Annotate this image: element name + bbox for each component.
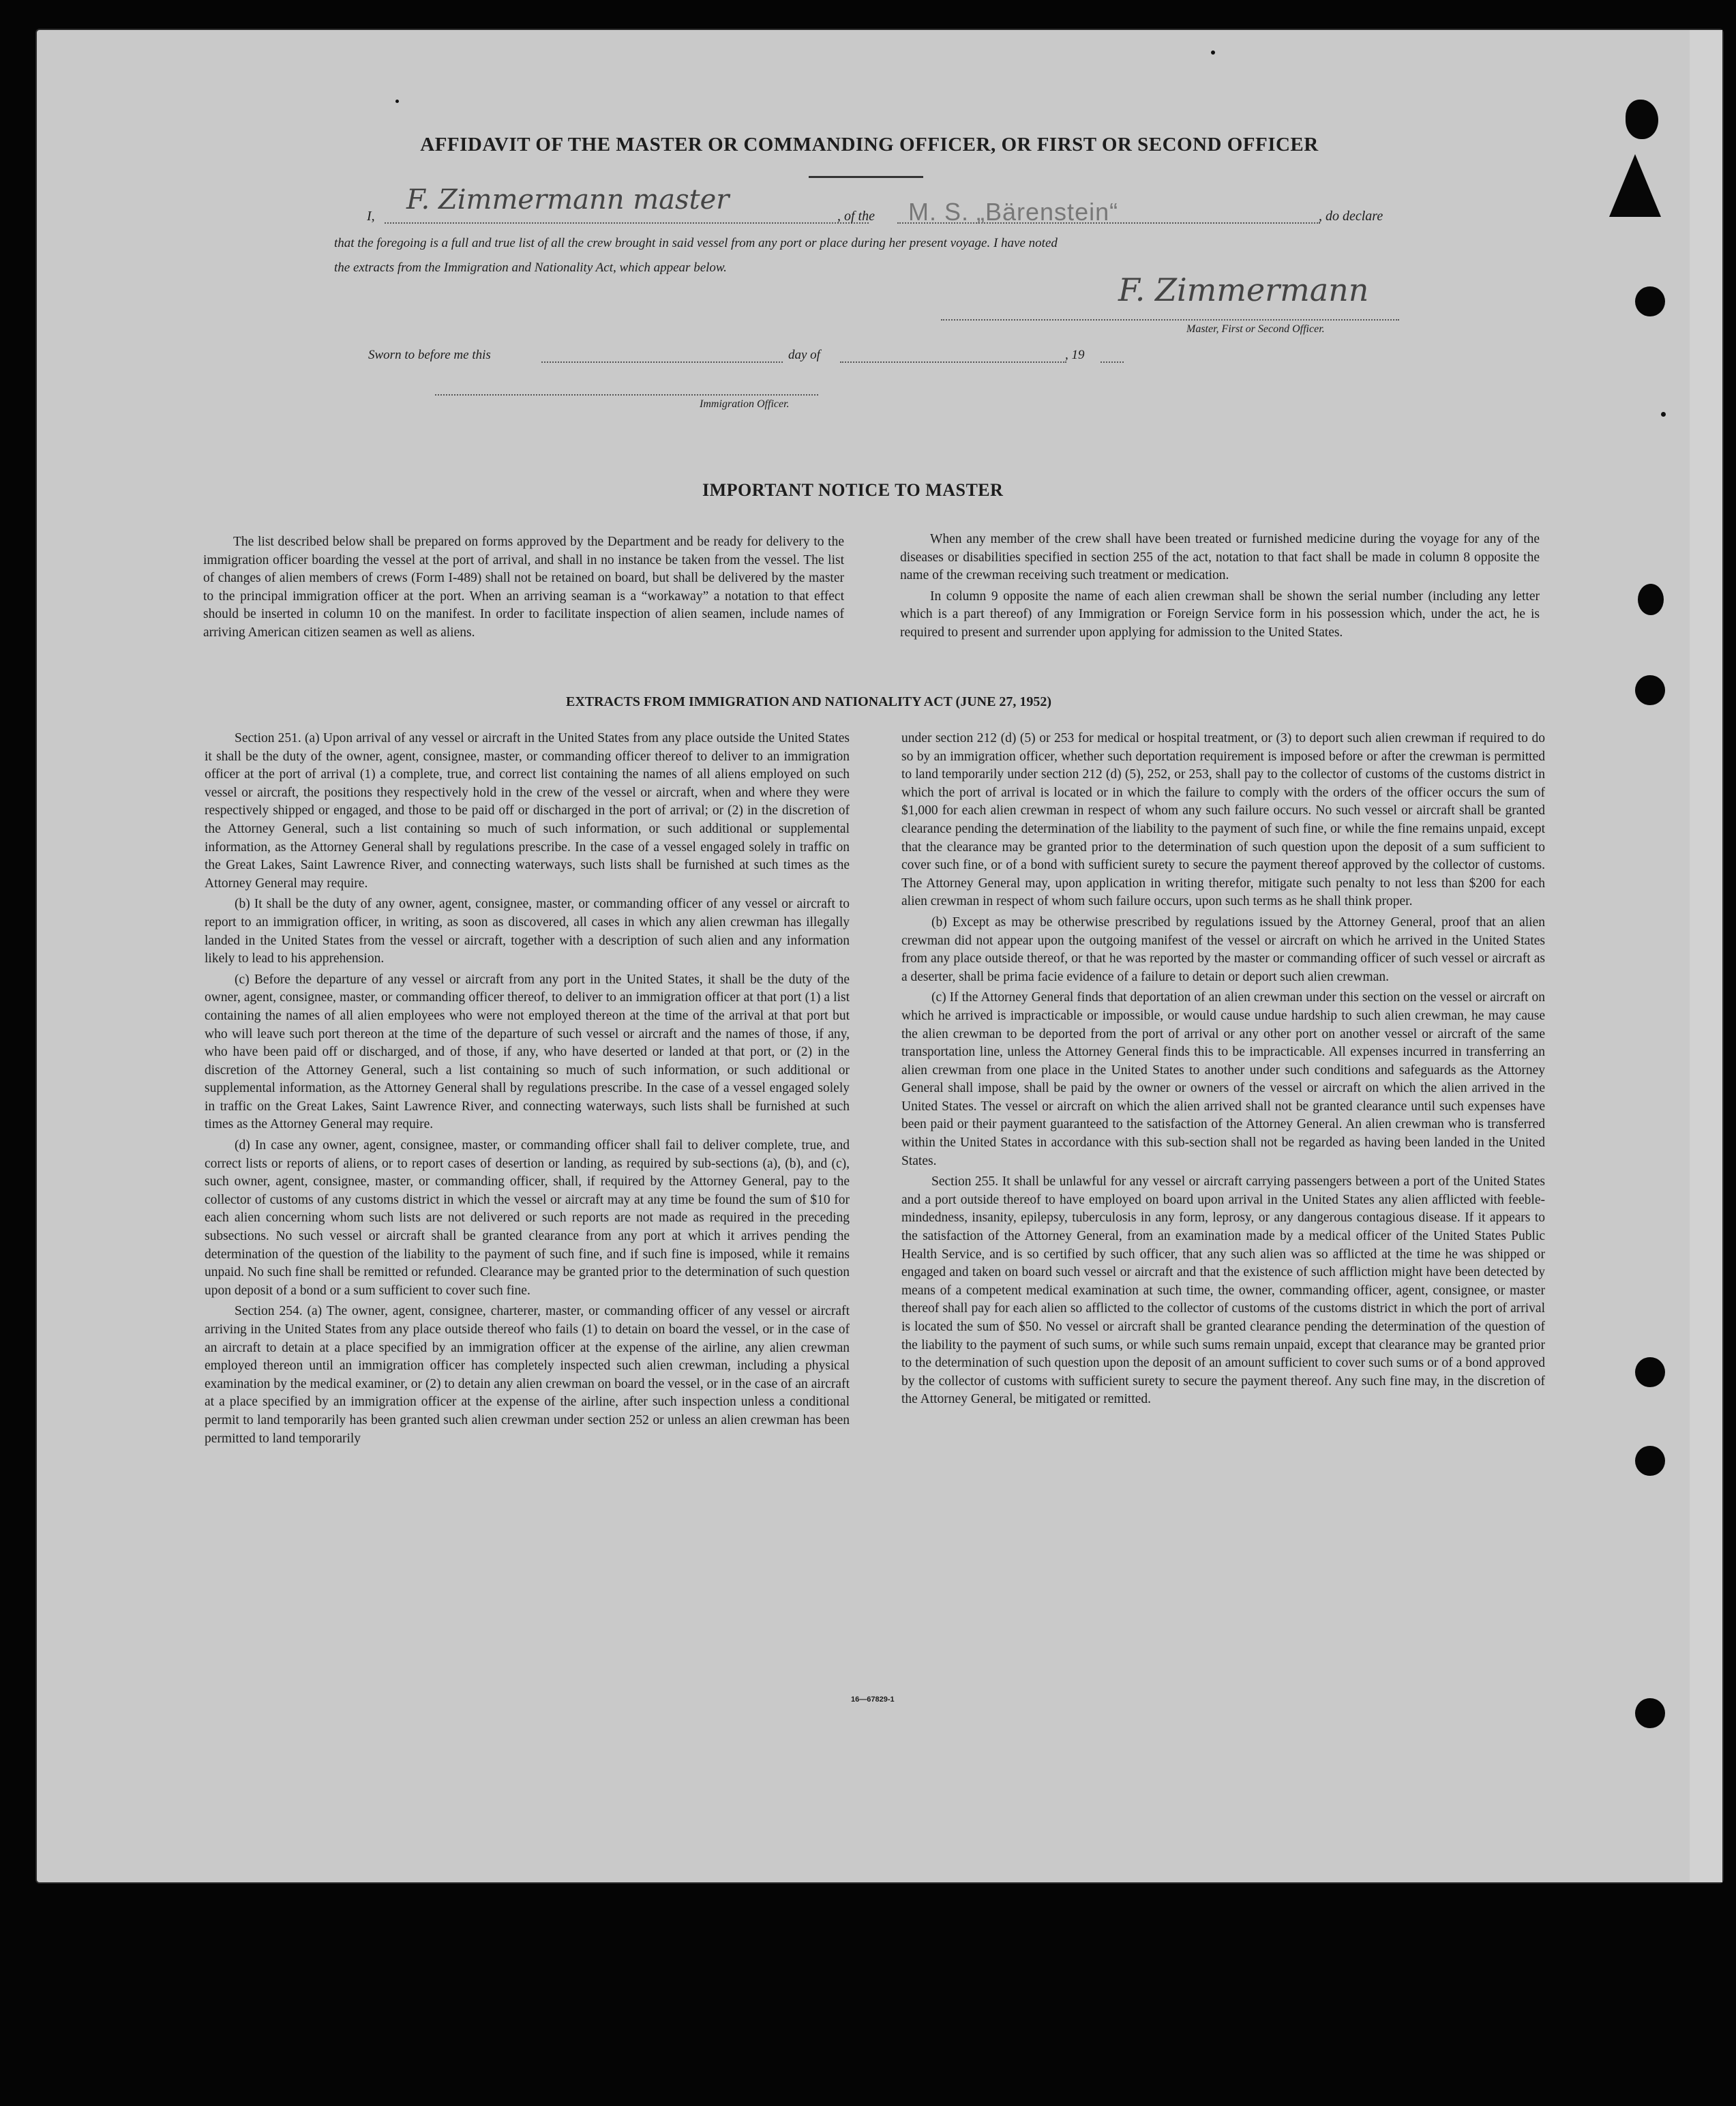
speck (395, 100, 399, 103)
notice-paragraph: When any member of the crew shall have been treated or furnished medicine during the voyage for any of the diseases or disabilities specified in section 255 of the act, notation to that fact shall be made in column 8 opposite the name of the crewman receiving such treatment or medication. (900, 532, 1540, 583)
notice-paragraph: In column 9 opposite the name of each alien crewman shall be shown the serial number (including any letter which is a part thereof) of any Immigration or Foreign Service form in his possession which, under the act, he is required to present and surrender upon applying for admission to the United States. (900, 589, 1540, 640)
statement-line-1: that the foregoing is a full and true list of all the crew brought in said vessel from any port or place during her present voyage. I have noted (334, 236, 1058, 250)
act-paragraph: (c) If the Attorney General finds that deportation of an alien crewman under this section on the vessel or aircraft on which he arrived is impracticable or impossible, or would cause undue hardship to such alien crewman, he may cause the alien crewman to be deported from the port of arrival or any other port on another vessel or aircraft of the same transportation line, unless the Attorney General finds this to be impracticable. All expenses incurred in transferring an alien crewman from one place in the United States to another under such conditions and safeguards as the Attorney General shall impose, shall be paid by the owner or owners of the vessel or aircraft on which the alien arrived in the United States. The vessel or aircraft on which the alien arrived shall not be granted clearance until such expenses have been paid or their payment guaranteed to the satisfaction of the Attorney General. An alien crewman who is transferred within the United States in accordance with this sub-section shall not be regarded as having been landed in the United States. (901, 990, 1545, 1168)
binder-hole (1635, 286, 1665, 316)
extracts-heading: EXTRACTS FROM IMMIGRATION AND NATIONALITY ACT (JUNE 27, 1952) (566, 694, 1052, 709)
extracts-left-column (205, 730, 850, 1451)
torn-mark (1609, 154, 1661, 217)
binder-hole (1635, 675, 1665, 705)
sheet-right-edge (1690, 30, 1722, 1882)
act-paragraph: (c) Before the departure of any vessel or aircraft from any port in the United States, it shall be the duty of the owner, agent, consignee, master, or commanding officer thereof, to deliver to an immigration officer at that port (1) a list containing the names of all alien employees who were not employed thereon at the time of the arrival at that port but who will leave such port thereon at the time of the departure of such vessel or aircraft and the names of those, if any, who have been paid off or discharged, and of those, if any, who have deserted or landed at that port, or (2) in the discretion of the Attorney General, such a list containing so much of such information, or such additional or supplemental information, as the Attorney General shall by regulations prescribe. In the case of a vessel engaged solely in traffic on the Great Lakes, Saint Lawrence River, and connecting waterways, such lists shall be furnished at such times as the Attorney General may require. (205, 972, 850, 1132)
binder-hole (1635, 1357, 1665, 1387)
officer-line (435, 394, 818, 396)
act-paragraph: under section 212 (d) (5) or 253 for medical or hospital treatment, or (3) to deport such alien crewman if required to do so by an immigration officer, whether such deportation requirement is imposed before or after the crewman is permitted to land temporarily under section 212 (d) (5), 252, or 253, shall pay to the collector of customs of the customs district in which the port of arrival is located or in which the failure to comply with the orders of the officer occurs the sum of $1,000 for each alien crewman in respect of whom any such failure occurs. No such vessel or aircraft shall be granted clearance pending the determination of the liability to the payment of such fine, or while the fine remains unpaid, except that the clearance may be granted prior to the determination of such question upon the deposit of a sum sufficient to cover such fine, or of a bond with sufficient surety to secure the payment thereof approved by the collector of customs. The Attorney General may, upon application in writing therefor, mitigate such penalty to not less than $200 for each alien crewman in respect of whom such failure occurs, upon such terms as he shall think proper. (901, 731, 1545, 909)
notice-paragraph: The list described below shall be prepared on forms approved by the Department and be ready for delivery to the immigration officer boarding the vessel at the port of arrival, and shall in no instance be taken from the vessel. The list of changes of alien members of crews (Form I-489) shall not be retained on board, but shall be delivered by the master to the principal immigration officer at the port. When an arriving seaman is a “workaway” a notation to that effect should be inserted in column 10 on the manifest. In order to facilitate inspection of alien seamen, include names of arriving American citizen seamen as well as aliens. (203, 535, 844, 640)
notice-heading: IMPORTANT NOTICE TO MASTER (702, 480, 1004, 500)
act-paragraph: (b) It shall be the duty of any owner, agent, consignee, master, or commanding officer of any vessel or aircraft to report to an immigration officer, in writing, as soon as discovered, all cases in which any alien crewman has illegally landed in the United States from the vessel or aircraft, together with a description of such alien and any information likely to lead to his apprehension. (205, 897, 850, 966)
sworn-label: Sworn to before me this (368, 348, 491, 362)
notice-right-column (900, 531, 1540, 645)
binder-hole (1638, 584, 1664, 615)
form-number: 16—67829-1 (851, 1695, 895, 1704)
of-the-label: , of the (837, 209, 875, 224)
binder-hole (1635, 1446, 1665, 1476)
day-of-label: day of (788, 348, 820, 362)
sworn-month-line (840, 361, 1066, 363)
sworn-year-line (1101, 361, 1124, 363)
binder-hole (1635, 1698, 1665, 1728)
handwritten-name: F. Zimmermann master (406, 184, 730, 216)
signature-line (941, 319, 1399, 321)
speck (1661, 412, 1666, 417)
act-paragraph: Section 251. (a) Upon arrival of any vessel or aircraft in the United States from any place outside the United States it shall be the duty of the owner, agent, consignee, master, or commanding officer thereof to deliver to an immigration officer at the port of arrival (1) a complete, true, and correct list containing the names of all aliens employed on such vessel or aircraft, the positions they respectively hold in the crew of the vessel or aircraft, when and where they were respectively shipped or engaged, and those to be paid off or discharged in the port of arrival; or (2) in the discretion of the Attorney General, such a list containing so much of such information, or such additional or supplemental information, as the Attorney General shall by regulations prescribe. In the case of a vessel engaged solely in traffic on the Great Lakes, Saint Lawrence River, and connecting waterways, such lists shall be furnished at such times as the Attorney General may require. (205, 731, 850, 891)
binder-hole (1626, 100, 1658, 139)
officer-caption: Immigration Officer. (700, 398, 790, 410)
signature: F. Zimmermann (1118, 271, 1369, 308)
vessel-stamp: M. S. „Bärenstein“ (908, 198, 1119, 226)
extracts-right-column (901, 730, 1545, 1412)
act-paragraph: (b) Except as may be otherwise prescribed by regulations issued by the Attorney General, proof that an alien crewman did not appear upon the outgoing manifest of the vessel or aircraft on which he arrived in the United States from any place outside thereof, or that he was reported by the master or commanding officer of such vessel or aircraft as a deserter, shall be prima facie evidence of a failure to detain or deport such alien crewman. (901, 915, 1545, 984)
name-line (385, 222, 869, 224)
statement-line-2: the extracts from the Immigration and Nationality Act, which appear below. (334, 261, 727, 275)
year-label: , 19 (1065, 348, 1085, 362)
do-declare-label: , do declare (1319, 209, 1383, 224)
speck (1211, 50, 1215, 55)
sworn-day-line (541, 361, 783, 363)
act-paragraph: Section 254. (a) The owner, agent, consignee, charterer, master, or commanding officer of any vessel or aircraft arriving in the United States from any place outside thereof who fails (1) to detain on board the vessel, or in the case of an aircraft to detain at a place specified by an immigration officer at the expense of the airline, any alien crewman employed thereon until an immigration officer has completely inspected such alien crewman, including a physical examination by the medical examiner, or (2) to detain any alien crewman on board the vessel, or in the case of an aircraft at a place specified by an immigration officer at the expense of the airline, after such inspection unless a conditional permit to land temporarily has been granted such alien crewman under section 252 or unless an alien crewman has been permitted to land temporarily (205, 1304, 850, 1446)
act-paragraph: (d) In case any owner, agent, consignee, master, or commanding officer shall fail to deliver complete, true, and correct lists or reports of aliens, or to report cases of desertion or landing, as required by sub-sections (a), (b), and (c), such owner, agent, consignee, master, or commanding officer, shall, if required by the Attorney General, pay to the collector of customs of any customs district in which the vessel or aircraft may at any time be found the sum of $10 for each alien concerning whom such lists are not delivered or such reports are not made as required in the preceding subsections. No such vessel or aircraft shall be granted clearance from any port at which it arrives pending the determination of the question of the liability to the payment of such fine, and if such fine is imposed, while it remains unpaid. No such fine shall be remitted or refunded. Clearance may be granted prior to the determination of such question upon deposit of a bond or a sum sufficient to cover such fine. (205, 1138, 850, 1298)
affidavit-title: AFFIDAVIT OF THE MASTER OR COMMANDING OFFICER, OR FIRST OR SECOND OFFICER (420, 134, 1319, 155)
act-paragraph: Section 255. It shall be unlawful for any vessel or aircraft carrying passengers between a port of the United States and a port outside thereof to have employed on board upon arrival in the United States any alien afflicted with feeble-mindedness, insanity, epilepsy, tuberculosis in any form, leprosy, or any dangerous contagious disease. If it appears to the satisfaction of the Attorney General, from an examination made by a medical officer of the United States Public Health Service, and is so certified by such officer, that any such alien was so afflicted at the time he was shipped or engaged and taken on board such vessel or aircraft and that the existence of such affliction might have been detected by means of a competent medical examination at such time, the owner, commanding officer, agent, consignee, or master thereof shall pay for each alien so afflicted to the collector of customs of the customs district in which the port of arrival is located the sum of $50. No vessel or aircraft shall be granted clearance pending the determination of the question of the liability to the payment of such sums, or while such sums remain unpaid, except that clearance may be granted prior to the determination of such question upon the deposit of an amount sufficient to cover such sums or of a bond approved by the collector of customs with sufficient surety to secure the payment thereof. Any such fine may, in the discretion of the Attorney General, be mitigated or remitted. (901, 1174, 1545, 1407)
signature-caption: Master, First or Second Officer. (1186, 323, 1325, 335)
i-label: I, (367, 209, 375, 224)
title-rule (809, 176, 923, 178)
notice-left-column (203, 533, 844, 645)
